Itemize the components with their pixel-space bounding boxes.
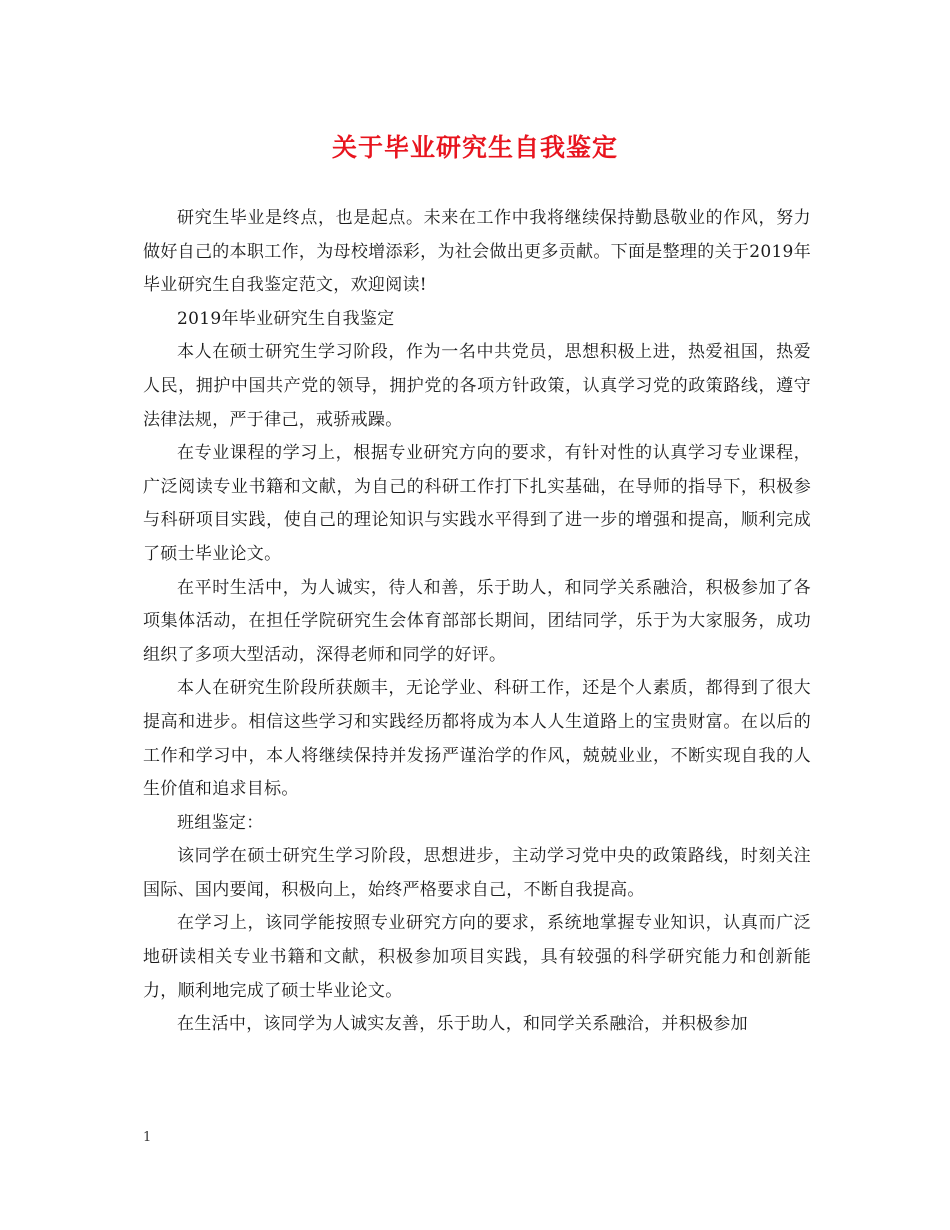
body-paragraph: 在平时生活中，为人诚实，待人和善，乐于助人，和同学关系融洽，积极参加了各项集体活动，在担任学院研究生会体育部部长期间，团结同学，乐于为大家服务，成功组织了多项大型活动，深得老师和同学的好评。 xyxy=(143,577,811,665)
body-paragraph: 本人在硕士研究生学习阶段，作为一名中共党员，思想积极上进，热爱祖国，热爱人民，拥护中国共产党的领导，拥护党的各项方针政策，认真学习党的政策路线，遵守法律法规，严于律己，戒骄戒躁。 xyxy=(143,342,811,430)
body-paragraph: 该同学在硕士研究生学习阶段，思想进步，主动学习党中央的政策路线，时刻关注国际、国内要闻，积极向上，始终严格要求自己，不断自我提高。 xyxy=(143,846,811,900)
body-paragraph: 在学习上，该同学能按照专业研究方向的要求，系统地掌握专业知识，认真而广泛地研读相关专业书籍和文献，积极参加项目实践，具有较强的科学研究能力和创新能力，顺利地完成了硕士毕业论文。 xyxy=(143,913,811,1001)
body-paragraph: 在生活中，该同学为人诚实友善，乐于助人，和同学关系融洽，并积极参加 xyxy=(177,1014,748,1035)
page-number: 1 xyxy=(143,1130,152,1145)
body-paragraph: 本人在研究生阶段所获颇丰，无论学业、科研工作，还是个人素质，都得到了很大提高和进步。相信这些学习和实践经历都将成为本人人生道路上的宝贵财富。在以后的工作和学习中，本人将继续保持并发扬严谨治学的作风，兢兢业业，不断实现自我的人生价值和追求目标。 xyxy=(143,678,811,800)
intro-paragraph: 研究生毕业是终点，也是起点。未来在工作中我将继续保持勤恳敬业的作风，努力做好自己的本职工作，为母校增添彩，为社会做出更多贡献。下面是整理的关于2019年毕业研究生自我鉴定范文，欢迎阅读! xyxy=(143,208,811,296)
document-body xyxy=(143,202,811,1042)
section-heading: 2019年毕业研究生自我鉴定 xyxy=(177,308,395,329)
document-title: 关于毕业研究生自我鉴定 xyxy=(331,133,618,162)
class-evaluation-heading: 班组鉴定： xyxy=(177,812,264,833)
body-paragraph: 在专业课程的学习上，根据专业研究方向的要求，有针对性的认真学习专业课程，广泛阅读专业书籍和文献，为自己的科研工作打下扎实基础，在导师的指导下，积极参与科研项目实践，使自己的理论知识与实践水平得到了进一步的增强和提高，顺利完成了硕士毕业论文。 xyxy=(143,443,811,564)
